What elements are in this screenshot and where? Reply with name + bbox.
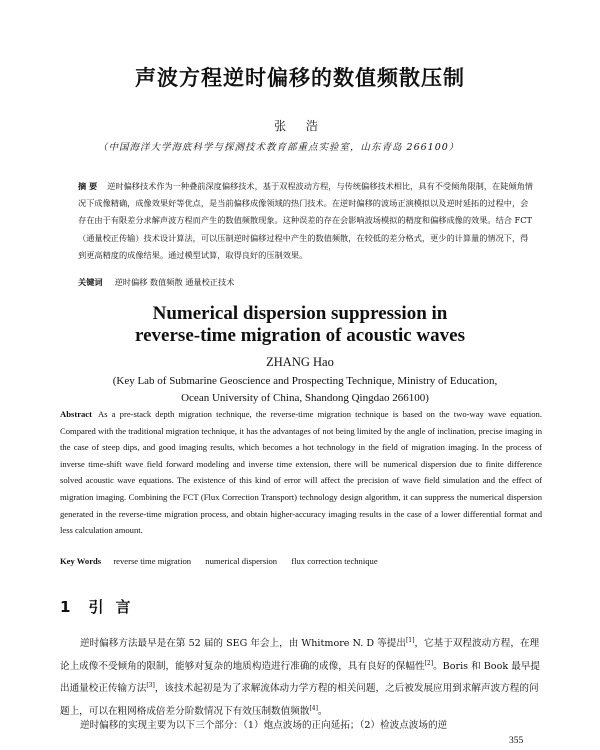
english-keyword: reverse time migration — [113, 556, 192, 566]
english-keywords — [60, 556, 542, 566]
body-text: ，它基于双程波动方程，在理论上成像不受倾角的限制，能够对复杂的地质构造进行准确的成像，具有良好的保幅性 — [60, 638, 540, 672]
english-affiliation — [60, 373, 550, 407]
english-affiliation-line-2: Ocean University of China, Shandong Qingdao 266100) — [181, 392, 429, 404]
section-title: 引言 — [88, 598, 143, 616]
chinese-abstract — [78, 178, 533, 264]
body-text: 逆时偏移方法最早是在第 52 届的 SEG 年会上，由 Whitmore N. D 等提出 — [80, 638, 406, 650]
english-title-line-1: Numerical dispersion suppression in — [152, 303, 448, 324]
chinese-author: 张 浩 — [274, 119, 326, 133]
chinese-keywords-label: 关键词 — [78, 277, 103, 287]
body-paragraph: 逆时偏移的实现主要为以下三个部分：（1）炮点波场的正向延拓；（2）检波点波场的逆 — [80, 720, 448, 731]
body-paragraph — [60, 631, 542, 722]
citation: [4] — [309, 705, 318, 713]
chinese-keywords — [78, 277, 533, 288]
citation: [1] — [405, 637, 415, 644]
citation: [3] — [146, 682, 155, 690]
body-text: ，该技术起初是为了求解流体动力学方程的相关问题，之后被发展应用到求解声波方程的问题上，可以在粗网格成倍差分阶数情况下有效压制数值频散 — [60, 683, 539, 718]
english-abstract-text: As a pre-stack depth migration technique, the reverse-time migration technique is based on the two-way wave equation. Compared with the traditional migration technique, it has the advantages of not being limited by the angle of inclination, precise imaging in the case of steep dips, and good imaging results, which becomes a hot technology in the field of migration imaging. In the process of inverse time-shift wave field forward modeling and inverse time extension, there will be numerical dispersion due to finite difference solved acoustic wave equations. The existence of this kind of error will affect the precision of wave field simulation and the effect of migration imaging. Combining the FCT (Flux Correction Transport) technology design algorithm, it can suppress the numerical dispersion generated in the reverse-time migration process, and obtain higher-accuracy imaging results in the case of a lower differential format and less calculation amount. — [60, 409, 542, 536]
citation: [2] — [424, 659, 434, 667]
english-keyword: flux correction technique — [291, 556, 378, 566]
english-keyword: numerical dispersion — [205, 556, 278, 566]
chinese-abstract-label: 摘 要 — [78, 181, 98, 191]
body-text: 。 — [317, 706, 328, 718]
english-title — [0, 303, 600, 347]
section-heading — [60, 596, 142, 617]
english-author: ZHANG Hao — [266, 355, 334, 369]
english-abstract-label: Abstract — [60, 409, 92, 419]
body-text: 。Boris 和 Book 最早提出通量校正传输方法 — [60, 660, 540, 695]
chinese-title: 声波方程逆时偏移的数值频散压制 — [135, 66, 465, 90]
english-keywords-label: Key Words — [60, 556, 102, 566]
chinese-affiliation: （中国海洋大学海底科学与探测技术教育部重点实验室，山东青岛 266100） — [98, 142, 460, 153]
english-affiliation-line-1: (Key Lab of Submarine Geoscience and Prospecting Technique, Ministry of Education, — [112, 375, 498, 387]
english-abstract — [60, 406, 542, 539]
chinese-keywords-text: 逆时偏移 数值频散 通量校正技术 — [114, 277, 235, 287]
page-number: 355 — [509, 736, 524, 746]
english-title-line-2: reverse-time migration of acoustic waves — [135, 325, 465, 346]
section-number: 1 — [60, 598, 71, 616]
chinese-abstract-text: 逆时偏移技术作为一种叠前深度偏移技术，基于双程波动方程，与传统偏移技术相比，具有不受倾角限制，在陡倾角情况下成像精确，成像效果好等优点，是当前偏移成像领域的热门技术。在逆时偏移的波场正演模拟以及逆时延拓的过程中，会存在由于有限差分求解声波方程而产生的数值频散现象。这种误差的存在会影响波场模拟的精度和偏移成像的效果。结合 FCT（通量校正传输）技术设计算法，可以压制逆时偏移过程中产生的数值频散，在较低的差分格式，更少的计算量的情况下，得到更高精度的成像结果。通过模型试算，取得良好的压制效果。 — [78, 181, 533, 260]
